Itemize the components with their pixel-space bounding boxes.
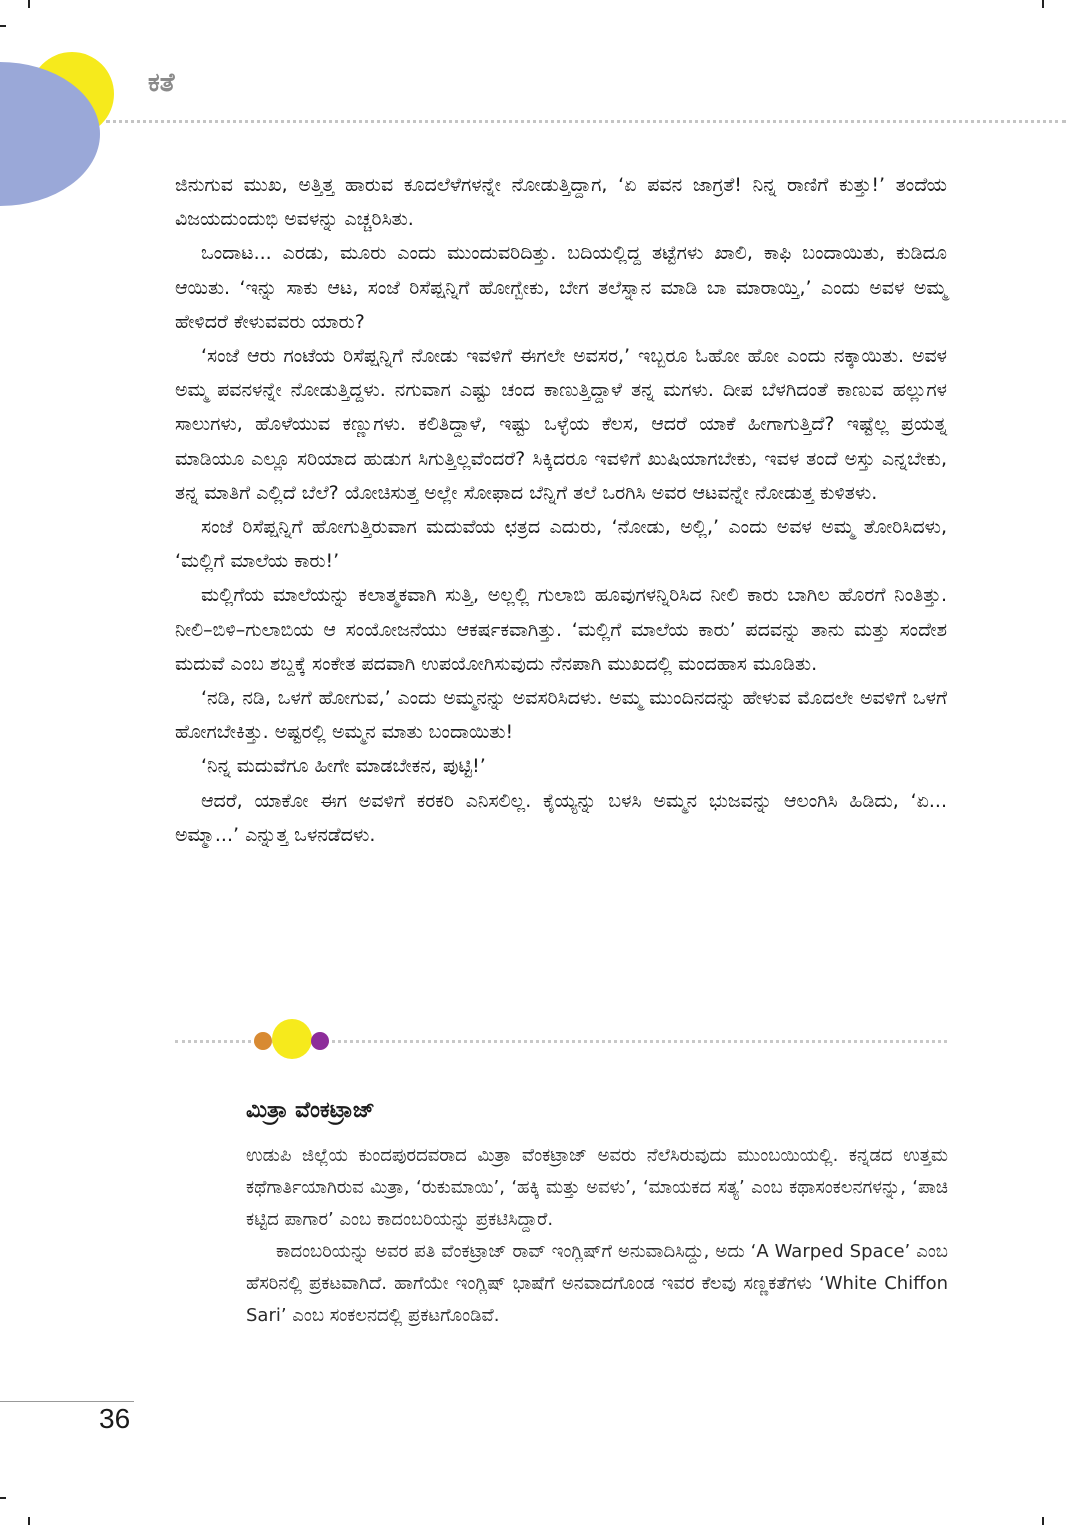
divider-purple-dot: [311, 1032, 329, 1050]
header-dotted-rule: [106, 120, 1066, 123]
story-paragraph: ಜಿನುಗುವ ಮುಖ, ಅತ್ತಿತ್ತ ಹಾರುವ ಕೂದಲೆಳೆಗಳನ್ನೇ ನೋಡುತ್ತಿದ್ದಾಗ, ‘ಏ ಪವನ ಜಾಗ್ರತೆ! ನಿನ್ನ ರಾಣಿಗೆ ಕುತ್ತು!’ ತಂದೆಯ ವಿಜಯದುಂದುಭಿ ಅವಳನ್ನು ಎಚ್ಚರಿಸಿತು.: [175, 174, 947, 231]
crop-mark-left-lower: [0, 1497, 6, 1499]
crop-mark-top-left: [28, 0, 30, 8]
page-number: 36: [99, 1403, 131, 1434]
crop-mark-bottom-right: [1042, 1517, 1044, 1525]
story-paragraph: ಒಂದಾಟ... ಎರಡು, ಮೂರು ಎಂದು ಮುಂದುವರಿದಿತ್ತು. ಬದಿಯಲ್ಲಿದ್ದ ತಟ್ಟೆಗಳು ಖಾಲಿ, ಕಾಫಿ ಬಂದಾಯಿತು, ಕುಡಿದೂ ಆಯಿತು. ‘ಇನ್ನು ಸಾಕು ಆಟ, ಸಂಜೆ ರಿಸೆಪ್ಷನ್ನಿಗೆ ಹೋಗ್ಬೇಕು, ಬೇಗ ತಲೆಸ್ನಾನ ಮಾಡಿ ಬಾ ಮಾರಾಯ್ತಿ,’ ಎಂದು ಅವಳ ಅಮ್ಮ ಹೇಳಿದರೆ ಕೇಳುವವರು ಯಾರು?: [175, 242, 947, 333]
author-bio: [246, 1140, 948, 1332]
story-body: [175, 168, 947, 852]
section-label: ಕತೆ: [148, 68, 175, 98]
story-paragraph: ಸಂಜೆ ರಿಸೆಪ್ಷನ್ನಿಗೆ ಹೋಗುತ್ತಿರುವಾಗ ಮದುವೆಯ ಛತ್ರದ ಎದುರು, ‘ನೋಡು, ಅಲ್ಲಿ,’ ಎಂದು ಅವಳ ಅಮ್ಮ ತೋರಿಸಿದಳು, ‘ಮಲ್ಲಿಗೆ ಮಾಲೆಯ ಕಾರು!’: [175, 516, 947, 573]
story-paragraph: ‘ಸಂಜೆ ಆರು ಗಂಟೆಯ ರಿಸೆಪ್ಷನ್ನಿಗೆ ನೋಡು ಇವಳಿಗೆ ಈಗಲೇ ಅವಸರ,’ ಇಬ್ಬರೂ ಓಹೋ ಹೋ ಎಂದು ನಕ್ಕಾಯಿತು. ಅವಳ ಅಮ್ಮ ಪವನಳನ್ನೇ ನೋಡುತ್ತಿದ್ದಳು. ನಗುವಾಗ ಎಷ್ಟು ಚಂದ ಕಾಣುತ್ತಿದ್ದಾಳೆ ತನ್ನ ಮಗಳು. ದೀಪ ಬೆಳಗಿದಂತೆ ಕಾಣುವ ಹಲ್ಲುಗಳ ಸಾಲುಗಳು, ಹೊಳೆಯುವ ಕಣ್ಣುಗಳು. ಕಲಿತಿದ್ದಾಳೆ, ಇಷ್ಟು ಒಳ್ಳೆಯ ಕೆಲಸ, ಆದರೆ ಯಾಕೆ ಹೀಗಾಗುತ್ತಿದೆ? ಇಷ್ಟೆಲ್ಲ ಪ್ರಯತ್ನ ಮಾಡಿಯೂ ಎಲ್ಲೂ ಸರಿಯಾದ ಹುಡುಗ ಸಿಗುತ್ತಿಲ್ಲವೆಂದರೆ? ಸಿಕ್ಕಿದರೂ ಇವಳಿಗೆ ಖುಷಿಯಾಗಬೇಕು, ಇವಳ ತಂದೆ ಅಸ್ತು ಎನ್ನಬೇಕು, ತನ್ನ ಮಾತಿಗೆ ಎಲ್ಲಿದೆ ಬೆಲೆ? ಯೋಚಿಸುತ್ತ ಅಲ್ಲೇ ಸೋಫಾದ ಬೆನ್ನಿಗೆ ತಲೆ ಒರಗಿಸಿ ಅವರ ಆಟವನ್ನೇ ನೋಡುತ್ತ ಕುಳಿತಳು.: [175, 345, 947, 504]
divider-yellow-dot: [272, 1019, 312, 1059]
page-number-rule: [0, 1401, 134, 1402]
crop-mark-left-upper: [0, 25, 6, 27]
crop-mark-top-right: [1042, 0, 1044, 8]
story-paragraph: ಮಲ್ಲಿಗೆಯ ಮಾಲೆಯನ್ನು ಕಲಾತ್ಮಕವಾಗಿ ಸುತ್ತಿ, ಅಲ್ಲಲ್ಲಿ ಗುಲಾಬಿ ಹೂವುಗಳನ್ನಿರಿಸಿದ ನೀಲಿ ಕಾರು ಬಾಗಿಲ ಹೊರಗೆ ನಿಂತಿತ್ತು. ನೀಲಿ–ಬಿಳಿ–ಗುಲಾಬಿಯ ಆ ಸಂಯೋಜನೆಯು ಆಕರ್ಷಕವಾಗಿತ್ತು. ‘ಮಲ್ಲಿಗೆ ಮಾಲೆಯ ಕಾರು’ ಪದವನ್ನು ತಾನು ಮತ್ತು ಸಂದೇಶ ಮದುವೆ ಎಂಬ ಶಬ್ದಕ್ಕೆ ಸಂಕೇತ ಪದವಾಗಿ ಉಪಯೋಗಿಸುವುದು ನೆನಪಾಗಿ ಮುಖದಲ್ಲಿ ಮಂದಹಾಸ ಮೂಡಿತು.: [175, 584, 947, 675]
crop-mark-bottom-left: [28, 1517, 30, 1525]
author-name: ಮಿತ್ರಾ ವೆಂಕಟ್ರಾಜ್: [246, 1098, 375, 1123]
story-paragraph: ಆದರೆ, ಯಾಕೋ ಈಗ ಅವಳಿಗೆ ಕರಕರಿ ಎನಿಸಲಿಲ್ಲ. ಕೈಯ್ಯನ್ನು ಬಳಸಿ ಅಮ್ಮನ ಭುಜವನ್ನು ಆಲಂಗಿಸಿ ಹಿಡಿದು, ‘ಏ... ಅಮ್ಮಾ...’ ಎನ್ನುತ್ತ ಒಳನಡೆದಳು.: [175, 789, 947, 846]
story-paragraph: ‘ನಡಿ, ನಡಿ, ಒಳಗೆ ಹೋಗುವ,’ ಎಂದು ಅಮ್ಮನನ್ನು ಅವಸರಿಸಿದಳು. ಅಮ್ಮ ಮುಂದಿನದನ್ನು ಹೇಳುವ ಮೊದಲೇ ಅವಳಿಗೆ ಒಳಗೆ ಹೋಗಬೇಕಿತ್ತು. ಅಷ್ಟರಲ್ಲಿ ಅಮ್ಮನ ಮಾತು ಬಂದಾಯಿತು!: [175, 687, 947, 744]
bio-paragraph: ಉಡುಪಿ ಜಿಲ್ಲೆಯ ಕುಂದಪುರದವರಾದ ಮಿತ್ರಾ ವೆಂಕಟ್ರಾಜ್ ಅವರು ನೆಲೆಸಿರುವುದು ಮುಂಬಯಿಯಲ್ಲಿ. ಕನ್ನಡದ ಉತ್ತಮ ಕಥೆಗಾರ್ತಿಯಾಗಿರುವ ಮಿತ್ರಾ, ‘ರುಕುಮಾಯಿ’, ‘ಹಕ್ಕಿ ಮತ್ತು ಅವಳು’, ‘ಮಾಯಕದ ಸತ್ಯ’ ಎಂಬ ಕಥಾಸಂಕಲನಗಳನ್ನು, ‘ಪಾಚಿ ಕಟ್ಟಿದ ಪಾಗಾರ’ ಎಂಬ ಕಾದಂಬರಿಯನ್ನು ಪ್ರಕಟಿಸಿದ್ದಾರೆ.: [246, 1145, 948, 1230]
story-paragraph: ‘ನಿನ್ನ ಮದುವೆಗೂ ಹೀಗೇ ಮಾಡಬೇಕನ, ಪುಟ್ಟಿ!’: [201, 755, 486, 778]
divider-orange-dot: [254, 1032, 272, 1050]
bio-paragraph: ಕಾದಂಬರಿಯನ್ನು ಅವರ ಪತಿ ವೆಂಕಟ್ರಾಜ್ ರಾವ್ ಇಂಗ್ಲಿಷ್‌ಗೆ ಅನುವಾದಿಸಿದ್ದು, ಅದು ‘A Warped Space’ ಎಂಬ ಹೆಸರಿನಲ್ಲಿ ಪ್ರಕಟವಾಗಿದೆ. ಹಾಗೆಯೇ ಇಂಗ್ಲಿಷ್ ಭಾಷೆಗೆ ಅನವಾದಗೊಂಡ ಇವರ ಕೆಲವು ಸಣ್ಣಕತೆಗಳು ‘White Chiffon Sari’ ಎಂಬ ಸಂಕಲನದಲ್ಲಿ ಪ್ರಕಟಗೊಂಡಿವೆ.: [246, 1241, 948, 1326]
